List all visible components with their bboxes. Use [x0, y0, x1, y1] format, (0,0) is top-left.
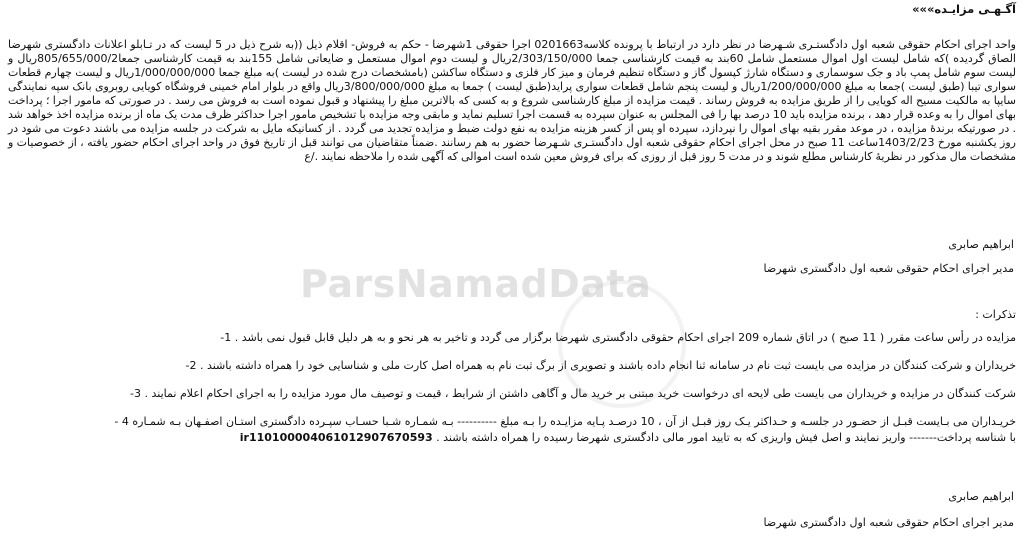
note-item — [8, 414, 1016, 446]
note-item — [8, 386, 1016, 402]
note-text-payment: با شناسه پرداخت------- واریز نمایند و اصل فیش واریزی که به تایید امور مالی دادگستری شهرضا رسیده را همراه داشته باشند . — [436, 431, 1016, 444]
signer-title-footer: مدیر اجرای احکام حقوقی شعبه اول دادگستری شهرضا — [763, 516, 1014, 529]
note-text: خریـداران می بـایست قبـل از حضـور در جلسـه و حـداکثر یـک روز قبـل از آن ، 10 درصـد پـایه مزایـده را بـه مبلغ ---------- بـه شمـاره شـبا حسـاب سپـرده دادگستری استـان اصفـهان بـه شمـاره — [132, 415, 1016, 428]
note-number: 1- — [220, 331, 232, 344]
note-text-line2 — [8, 430, 1016, 446]
signer-name: ابراهیم صابری — [948, 238, 1014, 251]
notice-title: آگـهـی مزایـده»»» — [912, 2, 1016, 16]
note-number: 3- — [130, 387, 142, 400]
note-text: شرکت کنندگان در مزایده و خریداران می بایست طی لایحه ای درخواست خرید مبتنی بر خرید مال و آگاهی داشتن از شرایط ، قیمت و توصیف مال مورد مزایده را به اجرای احکام اعلام نمایند . — [144, 387, 1016, 400]
note-item — [8, 358, 1016, 374]
notice-body: واحد اجرای احکام حقوقی شعبه اول دادگستـری شـهرضا در نظر دارد در ارتباط با پرونده کلاسه0201663 اجرا حقوقی 1شهرضا - حکم به فروش- اقلام ذیل ((به شرح ذیل در 5 لیست که در تـابلو اعلانات دادگستری شهرضا الصاق گردیده )که شامل لیست اول اموال مستعمل شامل 60بند به قیمت کارشناسی جمعا 2/303/150/000ریال و لیست دوم اموال مستعمل و ضایعاتی شامل 155بند به قیمت کارشناسی جمعا805/655/000/2ریال و لیست سوم شامل پمپ باد و جک سوسماری و دستگاه شارژ کپسول گاز و دستگاه تنظیم فرمان و میز کار فلزی و دستگاه ساکشن (بامشخصات درج شده در لیست )به مبلغ جمعا 1/000/000/000ریال و لیست چهارم قطعات سواری تیبا (طبق لیست )جمعا به مبلغ 1/200/000/000ریال و لیست پنجم شامل قطعات سواری پراید(طبق لیست ) جمعا به مبلغ 3/800/000/000ریال واقع در بلوار امام خمینی فروشگاه کویایی روبروی بانک سپه نمایندگی سایپا به مالکیت مسیح اله کویایی را از طریق مزایده به فروش رساند . قیمت مزایده از مبلغ کارشناسی شروع و به کسی که بالاترین مبلغ را پیشنهاد و قبول نموده است به فروش می رسد . در صورتی که مامور اجرا ؛ پرداخت بهای اموال را به وعده قرار دهد ، برنده مزایده باید 10 درصد بها را فی المجلس به عنوان سپرده به قسمت اجرا تسلیم نماید و مابقی وجه مزایده با تشخیص مامور اجرا حداکثر ظرف مدت یک ماه از برنده مزایده اخذ خواهد شد . در صورتیکه برندۀ مزایده ، در موعد مقرر بقیه بهای اموال را نپردازد، سپرده او پس از کسر هزینه مزایده به نفع دولت ضبط و مزایده تجدید می گردد . از کسانیکه مایل به شرکت در جلسه مزایده می باشند دعوت می شود در روز یکشنبه مورخ 1403/2/23ساعت 11 صبح در محل اجرای احکام حقوقی شعبه اول دادگستـری شـهرضا حضور به هم رسانند .ضمناً متقاضیان می توانند قبل از تاریخ فوق در واحد اجرای احکام حضور یافته ، از خصوصیات و مشخصات مال مذکور در نظریۀ کارشناس مطلع شوند و در مدت 5 روز قبل از روزی که برای فروش معین شده است اموالی که آگهی شده را ملاحظه نمایند ./ع — [8, 38, 1016, 163]
signer-name-footer: ابراهیم صابری — [948, 490, 1014, 503]
iban-number: ir110100004061012907670593 — [239, 431, 433, 444]
note-text: خریداران و شرکت کنندگان در مزایده می بایست ثبت نام در سامانه ثنا انجام داده باشند و تصویری از برگ ثبت نام به همراه اصل کارت ملی و شناسایی خود را همراه داشته باشند . — [199, 359, 1016, 372]
watermark-text: ParsNamadData — [300, 262, 652, 306]
note-number: 2- — [185, 359, 197, 372]
notes-heading: تذکرات : — [975, 308, 1016, 321]
note-item — [8, 330, 1016, 346]
signer-title: مدیر اجرای احکام حقوقی شعبه اول دادگستری شهرضا — [763, 262, 1014, 275]
note-number: 4 - — [114, 415, 129, 428]
note-text: مزایده در رأس ساعت مقرر ( 11 صبح ) در اتاق شماره 209 اجرای احکام حقوقی دادگستری شهرضا برگزار می گردد و تاخیر به هر نحو و به هر دلیل قابل قبول نمی باشد . — [234, 331, 1016, 344]
